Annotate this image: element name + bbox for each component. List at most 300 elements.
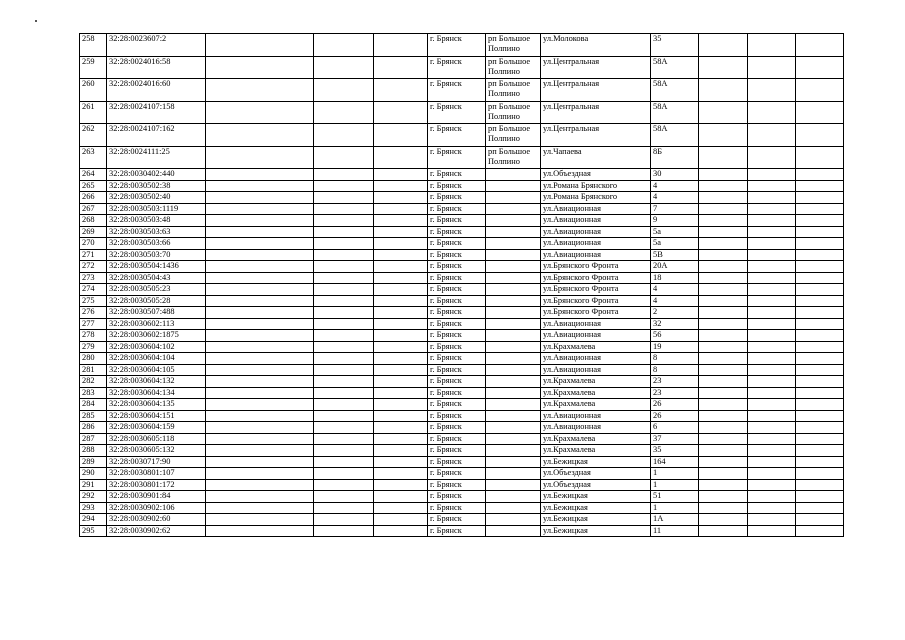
empty-cell	[748, 34, 796, 57]
street-cell: ул.Центральная	[541, 56, 651, 79]
cadastral-number-cell: 32:28:0030503:1119	[107, 203, 206, 215]
empty-cell	[206, 433, 314, 445]
house-number-cell: 5а	[651, 226, 699, 238]
city-cell: г. Брянск	[428, 479, 486, 491]
row-number-cell: 293	[80, 502, 107, 514]
table-row	[80, 525, 844, 537]
house-number-cell: 37	[651, 433, 699, 445]
street-cell: ул.Крахмалева	[541, 399, 651, 411]
empty-cell	[748, 272, 796, 284]
row-number-cell: 278	[80, 330, 107, 342]
row-number-cell: 269	[80, 226, 107, 238]
empty-cell	[796, 180, 844, 192]
house-number-cell: 58А	[651, 124, 699, 147]
empty-cell	[748, 261, 796, 273]
street-cell: ул.Брянского Фронта	[541, 284, 651, 296]
empty-cell	[374, 330, 428, 342]
street-cell: ул.Крахмалева	[541, 387, 651, 399]
street-cell: ул.Центральная	[541, 124, 651, 147]
locality-cell	[486, 307, 541, 319]
empty-cell	[796, 272, 844, 284]
empty-cell	[699, 433, 748, 445]
empty-cell	[314, 249, 374, 261]
empty-cell	[796, 226, 844, 238]
empty-cell	[796, 456, 844, 468]
empty-cell	[699, 330, 748, 342]
empty-cell	[699, 249, 748, 261]
cadastral-number-cell: 32:28:0030504:43	[107, 272, 206, 284]
empty-cell	[314, 307, 374, 319]
street-cell: ул.Объездная	[541, 468, 651, 480]
empty-cell	[699, 525, 748, 537]
street-cell: ул.Авиационная	[541, 364, 651, 376]
table-row	[80, 180, 844, 192]
cadastral-number-cell: 32:28:0030502:40	[107, 192, 206, 204]
house-number-cell: 23	[651, 387, 699, 399]
street-cell: ул.Центральная	[541, 101, 651, 124]
empty-cell	[206, 318, 314, 330]
empty-cell	[796, 387, 844, 399]
city-cell: г. Брянск	[428, 203, 486, 215]
empty-cell	[206, 192, 314, 204]
empty-cell	[374, 525, 428, 537]
empty-cell	[374, 272, 428, 284]
street-cell: ул.Авиационная	[541, 353, 651, 365]
city-cell: г. Брянск	[428, 376, 486, 388]
empty-cell	[796, 399, 844, 411]
city-cell: г. Брянск	[428, 410, 486, 422]
row-number-cell: 275	[80, 295, 107, 307]
locality-cell	[486, 284, 541, 296]
empty-cell	[206, 422, 314, 434]
house-number-cell: 19	[651, 341, 699, 353]
empty-cell	[796, 318, 844, 330]
empty-cell	[374, 192, 428, 204]
locality-cell	[486, 330, 541, 342]
cadastral-table	[79, 33, 844, 537]
empty-cell	[314, 468, 374, 480]
empty-cell	[314, 399, 374, 411]
cadastral-number-cell: 32:28:0030502:38	[107, 180, 206, 192]
empty-cell	[314, 491, 374, 503]
house-number-cell: 58А	[651, 56, 699, 79]
empty-cell	[748, 238, 796, 250]
empty-cell	[796, 203, 844, 215]
empty-cell	[748, 341, 796, 353]
empty-cell	[314, 146, 374, 169]
empty-cell	[374, 238, 428, 250]
table-row	[80, 491, 844, 503]
empty-cell	[748, 479, 796, 491]
empty-cell	[314, 456, 374, 468]
street-cell: ул.Авиационная	[541, 215, 651, 227]
empty-cell	[206, 215, 314, 227]
house-number-cell: 26	[651, 410, 699, 422]
empty-cell	[314, 124, 374, 147]
row-number-cell: 272	[80, 261, 107, 273]
city-cell: г. Брянск	[428, 387, 486, 399]
empty-cell	[206, 180, 314, 192]
street-cell: ул.Авиационная	[541, 226, 651, 238]
locality-cell	[486, 341, 541, 353]
table-row	[80, 502, 844, 514]
locality-cell: рп Большое Полпино	[486, 146, 541, 169]
locality-cell	[486, 456, 541, 468]
street-cell: ул.Крахмалева	[541, 433, 651, 445]
empty-cell	[374, 422, 428, 434]
empty-cell	[374, 295, 428, 307]
empty-cell	[699, 295, 748, 307]
cadastral-number-cell: 32:28:0024016:60	[107, 79, 206, 102]
city-cell: г. Брянск	[428, 364, 486, 376]
empty-cell	[748, 525, 796, 537]
empty-cell	[374, 479, 428, 491]
empty-cell	[374, 433, 428, 445]
row-number-cell: 280	[80, 353, 107, 365]
house-number-cell: 26	[651, 399, 699, 411]
row-number-cell: 258	[80, 34, 107, 57]
empty-cell	[374, 56, 428, 79]
locality-cell	[486, 491, 541, 503]
empty-cell	[374, 468, 428, 480]
empty-cell	[699, 399, 748, 411]
empty-cell	[748, 387, 796, 399]
empty-cell	[314, 433, 374, 445]
city-cell: г. Брянск	[428, 284, 486, 296]
house-number-cell: 8	[651, 353, 699, 365]
empty-cell	[748, 226, 796, 238]
locality-cell	[486, 525, 541, 537]
locality-cell: рп Большое Полпино	[486, 34, 541, 57]
empty-cell	[796, 215, 844, 227]
empty-cell	[699, 284, 748, 296]
empty-cell	[796, 445, 844, 457]
table-row	[80, 376, 844, 388]
row-number-cell: 294	[80, 514, 107, 526]
cadastral-number-cell: 32:28:0030902:62	[107, 525, 206, 537]
city-cell: г. Брянск	[428, 101, 486, 124]
empty-cell	[314, 318, 374, 330]
cadastral-number-cell: 32:28:0030503:63	[107, 226, 206, 238]
house-number-cell: 35	[651, 445, 699, 457]
house-number-cell: 30	[651, 169, 699, 181]
cadastral-number-cell: 32:28:0030902:106	[107, 502, 206, 514]
empty-cell	[314, 445, 374, 457]
city-cell: г. Брянск	[428, 56, 486, 79]
table-row	[80, 101, 844, 124]
empty-cell	[748, 422, 796, 434]
empty-cell	[699, 79, 748, 102]
locality-cell: рп Большое Полпино	[486, 124, 541, 147]
table-row	[80, 261, 844, 273]
street-cell: ул.Бежицкая	[541, 502, 651, 514]
locality-cell	[486, 445, 541, 457]
empty-cell	[374, 491, 428, 503]
city-cell: г. Брянск	[428, 307, 486, 319]
city-cell: г. Брянск	[428, 330, 486, 342]
locality-cell	[486, 318, 541, 330]
empty-cell	[699, 318, 748, 330]
street-cell: ул.Авиационная	[541, 410, 651, 422]
empty-cell	[699, 456, 748, 468]
row-number-cell: 273	[80, 272, 107, 284]
empty-cell	[796, 502, 844, 514]
empty-cell	[748, 169, 796, 181]
street-cell: ул.Крахмалева	[541, 376, 651, 388]
empty-cell	[748, 330, 796, 342]
empty-cell	[699, 124, 748, 147]
locality-cell	[486, 180, 541, 192]
street-cell: ул.Крахмалева	[541, 445, 651, 457]
street-cell: ул.Авиационная	[541, 238, 651, 250]
empty-cell	[206, 445, 314, 457]
empty-cell	[699, 514, 748, 526]
empty-cell	[206, 341, 314, 353]
street-cell: ул.Авиационная	[541, 318, 651, 330]
empty-cell	[314, 284, 374, 296]
empty-cell	[206, 79, 314, 102]
empty-cell	[748, 445, 796, 457]
house-number-cell: 51	[651, 491, 699, 503]
empty-cell	[374, 249, 428, 261]
city-cell: г. Брянск	[428, 169, 486, 181]
street-cell: ул.Романа Брянского	[541, 192, 651, 204]
city-cell: г. Брянск	[428, 456, 486, 468]
empty-cell	[748, 514, 796, 526]
house-number-cell: 1	[651, 468, 699, 480]
empty-cell	[374, 399, 428, 411]
locality-cell	[486, 226, 541, 238]
empty-cell	[314, 203, 374, 215]
scan-speck	[35, 20, 37, 22]
house-number-cell: 35	[651, 34, 699, 57]
empty-cell	[206, 502, 314, 514]
row-number-cell: 277	[80, 318, 107, 330]
empty-cell	[699, 341, 748, 353]
house-number-cell: 56	[651, 330, 699, 342]
empty-cell	[374, 410, 428, 422]
locality-cell	[486, 468, 541, 480]
house-number-cell: 7	[651, 203, 699, 215]
empty-cell	[699, 215, 748, 227]
empty-cell	[206, 525, 314, 537]
house-number-cell: 4	[651, 192, 699, 204]
row-number-cell: 281	[80, 364, 107, 376]
table-row	[80, 56, 844, 79]
empty-cell	[314, 364, 374, 376]
row-number-cell: 267	[80, 203, 107, 215]
locality-cell	[486, 215, 541, 227]
empty-cell	[314, 376, 374, 388]
table-row	[80, 330, 844, 342]
empty-cell	[374, 456, 428, 468]
locality-cell	[486, 376, 541, 388]
street-cell: ул.Бежицкая	[541, 525, 651, 537]
cadastral-number-cell: 32:28:0030503:48	[107, 215, 206, 227]
empty-cell	[314, 238, 374, 250]
empty-cell	[796, 192, 844, 204]
empty-cell	[374, 318, 428, 330]
empty-cell	[748, 284, 796, 296]
table-row	[80, 387, 844, 399]
row-number-cell: 279	[80, 341, 107, 353]
empty-cell	[748, 124, 796, 147]
empty-cell	[374, 169, 428, 181]
empty-cell	[206, 410, 314, 422]
table-row	[80, 272, 844, 284]
house-number-cell: 5а	[651, 238, 699, 250]
empty-cell	[748, 203, 796, 215]
empty-cell	[796, 525, 844, 537]
empty-cell	[748, 79, 796, 102]
empty-cell	[796, 79, 844, 102]
empty-cell	[748, 101, 796, 124]
empty-cell	[374, 307, 428, 319]
empty-cell	[314, 215, 374, 227]
house-number-cell: 8	[651, 364, 699, 376]
empty-cell	[314, 330, 374, 342]
empty-cell	[748, 456, 796, 468]
row-number-cell: 290	[80, 468, 107, 480]
empty-cell	[206, 146, 314, 169]
empty-cell	[206, 491, 314, 503]
cadastral-number-cell: 32:28:0030604:104	[107, 353, 206, 365]
empty-cell	[796, 124, 844, 147]
city-cell: г. Брянск	[428, 124, 486, 147]
table-row	[80, 479, 844, 491]
empty-cell	[748, 215, 796, 227]
empty-cell	[796, 479, 844, 491]
street-cell: ул.Центральная	[541, 79, 651, 102]
empty-cell	[374, 101, 428, 124]
cadastral-number-cell: 32:28:0024016:58	[107, 56, 206, 79]
empty-cell	[699, 192, 748, 204]
empty-cell	[206, 101, 314, 124]
row-number-cell: 282	[80, 376, 107, 388]
empty-cell	[314, 387, 374, 399]
row-number-cell: 286	[80, 422, 107, 434]
empty-cell	[206, 249, 314, 261]
empty-cell	[796, 284, 844, 296]
empty-cell	[699, 238, 748, 250]
empty-cell	[748, 410, 796, 422]
city-cell: г. Брянск	[428, 79, 486, 102]
empty-cell	[748, 180, 796, 192]
empty-cell	[748, 399, 796, 411]
empty-cell	[748, 146, 796, 169]
cadastral-number-cell: 32:28:0030402:440	[107, 169, 206, 181]
city-cell: г. Брянск	[428, 422, 486, 434]
empty-cell	[206, 34, 314, 57]
empty-cell	[314, 502, 374, 514]
empty-cell	[206, 479, 314, 491]
city-cell: г. Брянск	[428, 180, 486, 192]
cadastral-number-cell: 32:28:0030604:135	[107, 399, 206, 411]
house-number-cell: 20А	[651, 261, 699, 273]
empty-cell	[206, 238, 314, 250]
empty-cell	[796, 433, 844, 445]
empty-cell	[796, 56, 844, 79]
locality-cell	[486, 261, 541, 273]
empty-cell	[748, 295, 796, 307]
empty-cell	[796, 491, 844, 503]
empty-cell	[374, 226, 428, 238]
table-row	[80, 399, 844, 411]
empty-cell	[206, 456, 314, 468]
empty-cell	[374, 364, 428, 376]
empty-cell	[748, 249, 796, 261]
empty-cell	[699, 56, 748, 79]
table-row	[80, 203, 844, 215]
empty-cell	[206, 399, 314, 411]
empty-cell	[206, 353, 314, 365]
locality-cell	[486, 353, 541, 365]
empty-cell	[314, 101, 374, 124]
street-cell: ул.Крахмалева	[541, 341, 651, 353]
city-cell: г. Брянск	[428, 146, 486, 169]
empty-cell	[748, 491, 796, 503]
city-cell: г. Брянск	[428, 525, 486, 537]
empty-cell	[796, 353, 844, 365]
cadastral-number-cell: 32:28:0030604:102	[107, 341, 206, 353]
street-cell: ул.Брянского Фронта	[541, 307, 651, 319]
empty-cell	[699, 146, 748, 169]
street-cell: ул.Авиационная	[541, 203, 651, 215]
table-row	[80, 514, 844, 526]
locality-cell	[486, 514, 541, 526]
cadastral-number-cell: 32:28:0030505:28	[107, 295, 206, 307]
empty-cell	[748, 318, 796, 330]
empty-cell	[206, 376, 314, 388]
house-number-cell: 1А	[651, 514, 699, 526]
cadastral-number-cell: 32:28:0030504:1436	[107, 261, 206, 273]
empty-cell	[206, 468, 314, 480]
empty-cell	[374, 79, 428, 102]
table-row	[80, 422, 844, 434]
empty-cell	[699, 353, 748, 365]
empty-cell	[206, 307, 314, 319]
empty-cell	[796, 238, 844, 250]
empty-cell	[374, 146, 428, 169]
locality-cell: рп Большое Полпино	[486, 79, 541, 102]
empty-cell	[699, 307, 748, 319]
empty-cell	[314, 479, 374, 491]
empty-cell	[699, 445, 748, 457]
empty-cell	[314, 525, 374, 537]
empty-cell	[314, 56, 374, 79]
city-cell: г. Брянск	[428, 34, 486, 57]
empty-cell	[314, 169, 374, 181]
empty-cell	[796, 410, 844, 422]
empty-cell	[206, 514, 314, 526]
cadastral-number-cell: 32:28:0030604:159	[107, 422, 206, 434]
locality-cell	[486, 502, 541, 514]
empty-cell	[374, 445, 428, 457]
table-row	[80, 353, 844, 365]
cadastral-number-cell: 32:28:0030602:113	[107, 318, 206, 330]
empty-cell	[796, 330, 844, 342]
row-number-cell: 261	[80, 101, 107, 124]
empty-cell	[314, 341, 374, 353]
house-number-cell: 1	[651, 502, 699, 514]
empty-cell	[314, 226, 374, 238]
empty-cell	[314, 79, 374, 102]
empty-cell	[374, 261, 428, 273]
table-row	[80, 169, 844, 181]
empty-cell	[206, 330, 314, 342]
empty-cell	[748, 468, 796, 480]
street-cell: ул.Авиационная	[541, 330, 651, 342]
